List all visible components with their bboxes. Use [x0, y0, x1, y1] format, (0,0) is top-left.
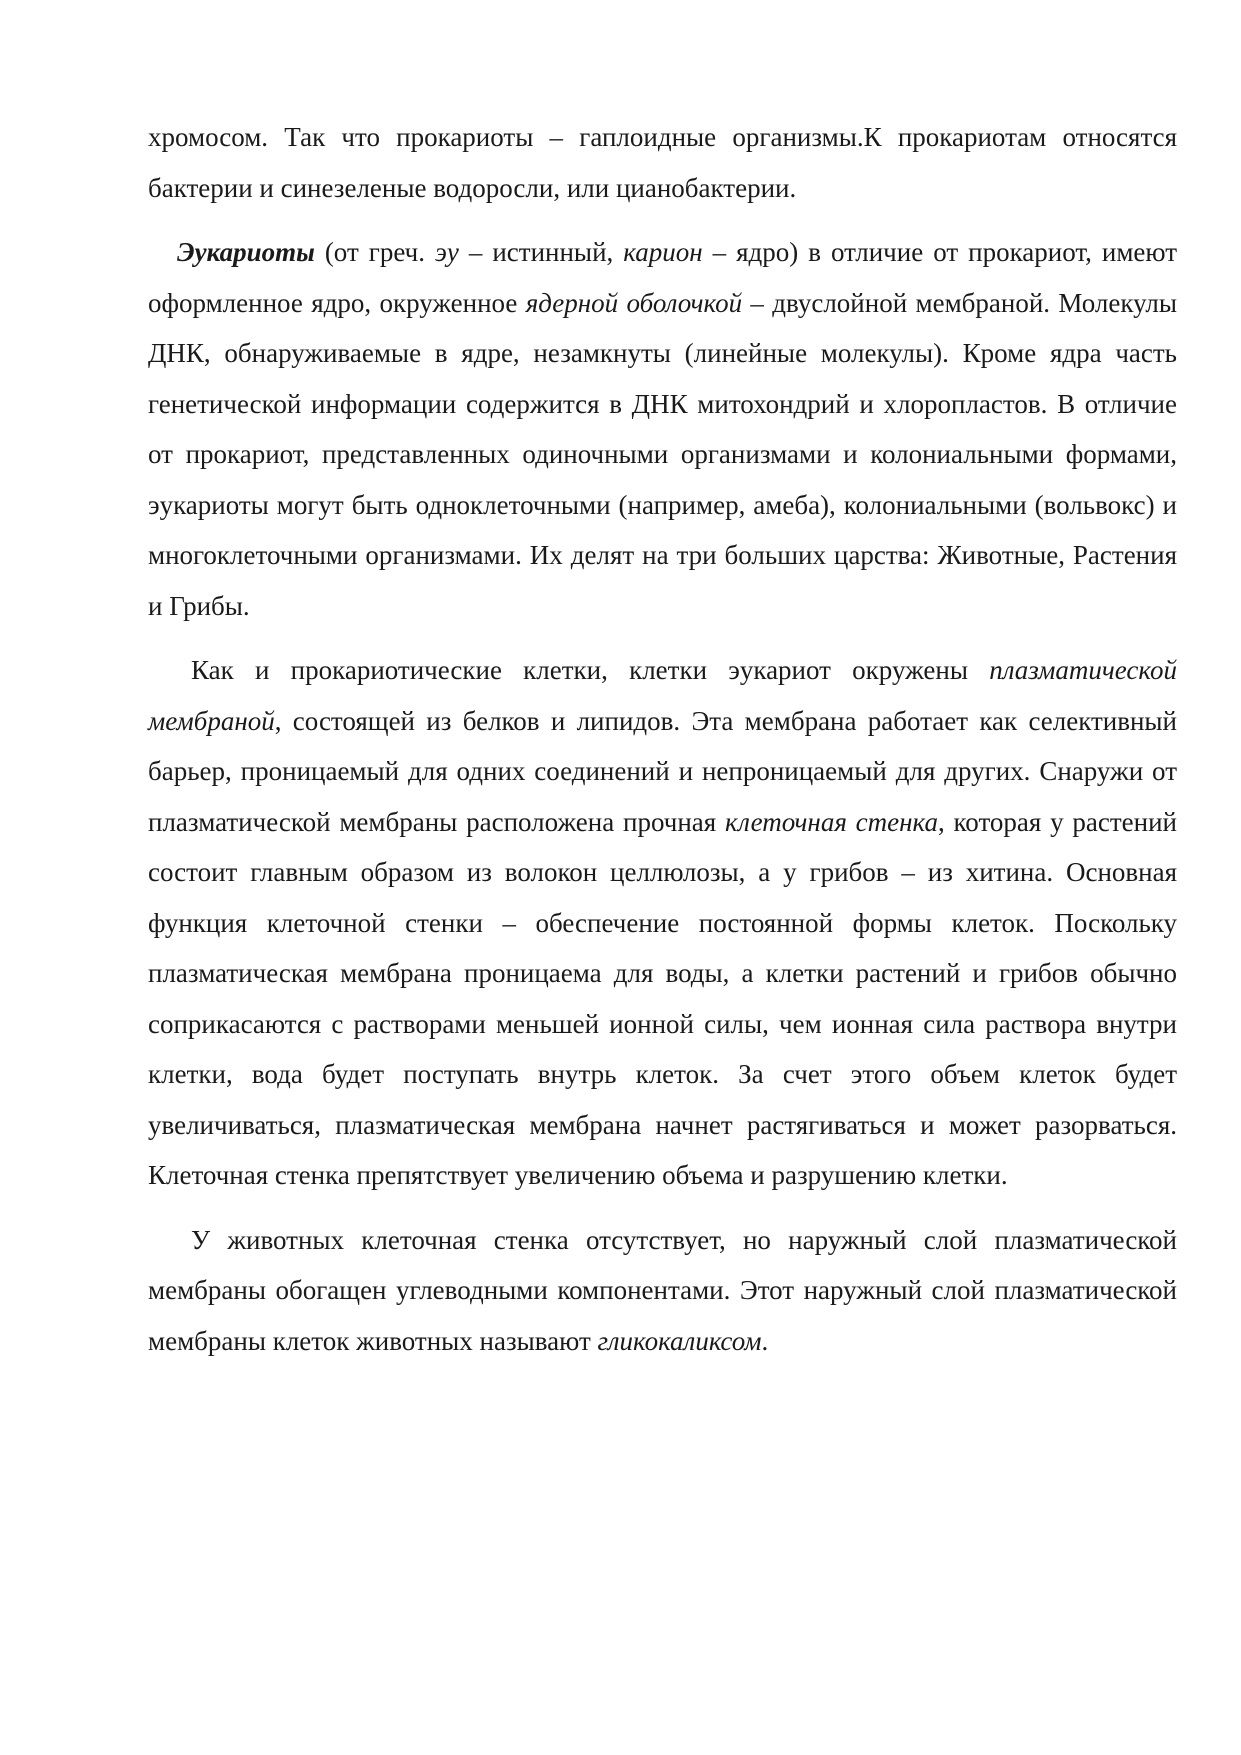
paragraph-text: – истинный,: [458, 237, 624, 267]
paragraph-eukaryotes: [148, 227, 1177, 631]
paragraph-text: , которая у растений состоит главным образом из волокон целлюлозы, а у грибов – из хитина. Основная функция клеточной стенки – обеспечение постоянной формы клеток. Поскольку плазматическая мембрана проницаема для воды, а клетки растений и грибов обычно соприкасаются с растворами меньшей ионной силы, чем ионная сила раствора внутри клетки, вода будет поступать внутрь клеток. За счет этого объем клеток будет увеличиваться, плазматическая мембрана начнет растягиваться и может разорваться. Клеточная стенка препятствует увеличению объема и разрушению клетки.: [148, 806, 1177, 1190]
term-glycocalyx: гликокаликсом: [597, 1325, 762, 1356]
paragraph-plasma-membrane: [148, 645, 1177, 1201]
term-eu: эу: [434, 237, 459, 267]
term-nuclear-envelope: ядерной оболочкой: [525, 287, 743, 318]
term-eukaryotes: Эукариоты: [177, 237, 315, 267]
paragraph-text: .: [761, 1325, 769, 1356]
document-page: [148, 112, 1177, 1366]
paragraph-glycocalyx: [148, 1215, 1177, 1367]
paragraph-text: Как и прокариотические клетки, клетки эукариот окружены: [191, 655, 990, 685]
paragraph-text: (от греч.: [314, 237, 435, 267]
paragraph-text: , состоящей из белков и липидов. Эта мембрана работает как селективный барьер, проницаемый для одних соединений и непроницаемый для других. Снаружи от плазматической мембраны расположена прочная: [148, 705, 1177, 837]
paragraph-text: – ядро) в отличие от прокариот, имеют оформленное ядро, окруженное: [148, 237, 1178, 318]
term-cell-wall: клеточная стенка: [725, 806, 938, 837]
paragraph-text: У животных клеточная стенка отсутствует, но наружный слой плазматической мембраны обогащен углеводными компонентами. Этот наружный слой плазматической мембраны клеток животных называют: [148, 1224, 1177, 1356]
term-karion: карион: [623, 237, 703, 267]
term-plasma-membrane: плазматической мембраной: [148, 655, 1177, 736]
paragraph-text: – двуслойной мембраной. Молекулы ДНК, обнаруживаемые в ядре, незамкнуты (линейные молекулы). Кроме ядра часть генетической информации содержится в ДНК митохондрий и хлоропластов. В отличие от прокариот, представленных одиночными организмами и колониальными формами, эукариоты могут быть одноклеточными (например, амеба), колониальными (вольвокс) и многоклеточными организмами. Их делят на три больших царства: Животные, Растения и Грибы.: [148, 287, 1177, 621]
paragraph-text: хромосом. Так что прокариоты – гаплоидные организмы.К прокариотам относятся бактерии и синезеленые водоросли, или цианобактерии.: [148, 122, 1177, 203]
paragraph-prokaryotes-end: [148, 112, 1177, 213]
